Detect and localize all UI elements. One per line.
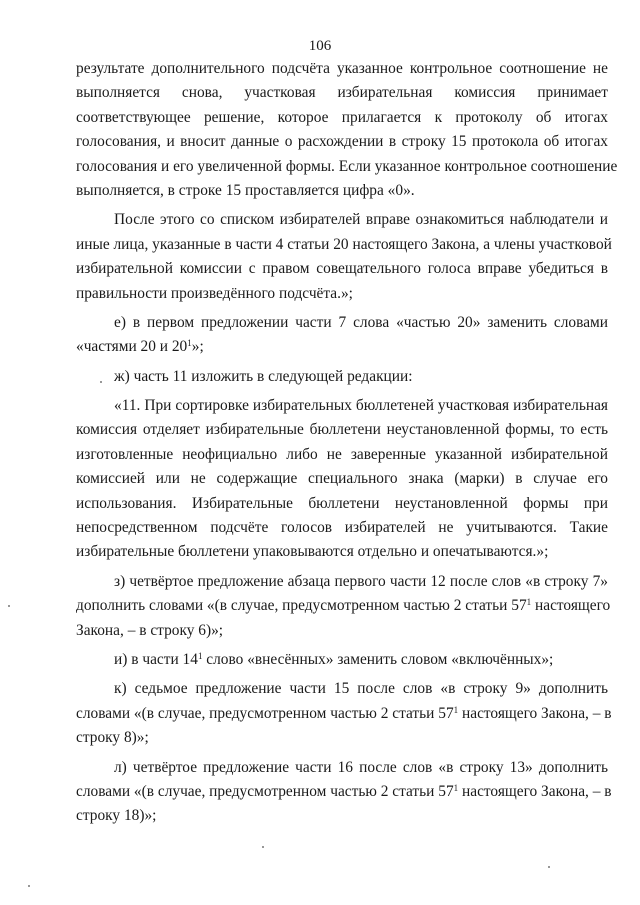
- text-line: результате дополнительного подсчёта указанное контрольное соотношение не: [76, 60, 608, 77]
- paragraph-first-line: После этого со списком избирателей вправе ознакомиться наблюдатели и: [114, 211, 608, 229]
- text-line: словами «(в случае, предусмотренном частью 2 статьи $57^1$ настоящего Закона, – в: [76, 782, 612, 800]
- item-k-line: к) седьмое предложение части 15 после слов «в строку 9» дополнить: [114, 680, 608, 698]
- item-i-line: и) в части $14^1$ слово «внесённых» заменить словом «включённых»;: [114, 650, 554, 668]
- item-z-line: з) четвёртое предложение абзаца первого части 12 после слов «в строку 7»: [114, 572, 608, 590]
- text-line: голосования, и вносит данные о расхождении в строку 15 протокола об итогах: [76, 133, 608, 151]
- text-line: словами «(в случае, предусмотренном частью 2 статьи $57^1$ настоящего Закона, – в: [76, 704, 612, 722]
- text-line: комиссией или не содержащие специального знака (марки) в случае его: [76, 470, 608, 488]
- page-number: 106: [308, 38, 332, 54]
- scan-speck: [28, 885, 30, 887]
- text-line: соответствующее решение, которое прилагается к протоколу об итогах: [76, 108, 608, 126]
- text-line: [76, 81, 608, 105]
- text-line: правильности произведённого подсчёта.»;: [76, 284, 353, 302]
- scan-speck: [100, 381, 102, 383]
- word: участковая: [244, 84, 316, 102]
- text-line: использования. Избирательные бюллетени неустановленной формы при: [76, 494, 608, 512]
- item-zh-line: ж) часть 11 изложить в следующей редакции:: [114, 367, 413, 385]
- text-line: изготовленные неофициально либо не заверенные указанной избирательной: [76, 445, 608, 463]
- superscript: 1: [187, 338, 192, 349]
- text-line: иные лица, указанные в части 4 статьи 20 настоящего Закона, а члены участковой: [76, 235, 612, 253]
- item-e-line: е) в первом предложении части 7 слова «частью 20» заменить словами: [114, 313, 608, 331]
- text-line: голосования и его увеличенной формы. Если указанное контрольное соотношение: [76, 157, 618, 175]
- document-body: [76, 57, 618, 829]
- text-line: строку 8)»;: [76, 729, 149, 747]
- superscript: 1: [453, 782, 459, 793]
- word: выполняется: [76, 84, 160, 102]
- scan-speck: [548, 866, 550, 868]
- text-line: непосредственном подсчёте голосов избирателей не учитываются. Такие: [76, 519, 608, 537]
- word: принимает: [537, 84, 608, 102]
- text-line: Закона, – в строку 6)»;: [76, 621, 224, 639]
- text-line: выполняется, в строке 15 проставляется цифра «0».: [76, 181, 415, 199]
- text-line: «частями 20 и $20^1$»;: [76, 338, 204, 356]
- text-line: дополнить словами «(в случае, предусмотренном частью 2 статьи $57^1$ настоящего: [76, 597, 611, 615]
- text-line: избирательной комиссии с правом совещательного голоса вправе убедиться в: [76, 260, 608, 278]
- superscript: 1: [453, 704, 459, 715]
- item-l-line: л) четвёртое предложение части 16 после слов «в строку 13» дополнить: [114, 758, 608, 776]
- scan-speck: [8, 605, 10, 607]
- scan-speck: [262, 846, 264, 848]
- text-line: комиссия отделяет избирательные бюллетени неустановленной формы, то есть: [76, 421, 608, 439]
- superscript: 1: [526, 597, 532, 608]
- word: избирательная: [337, 84, 433, 102]
- quoted-paragraph-first-line: «11. При сортировке избирательных бюллетеней участковая избирательная: [114, 397, 608, 415]
- text-line: строку 18)»;: [76, 807, 157, 825]
- word: снова,: [181, 84, 223, 102]
- superscript: 1: [197, 650, 203, 661]
- text-line: избирательные бюллетени упаковываются отдельно и опечатываются.»;: [76, 543, 549, 561]
- word: комиссия: [454, 84, 516, 102]
